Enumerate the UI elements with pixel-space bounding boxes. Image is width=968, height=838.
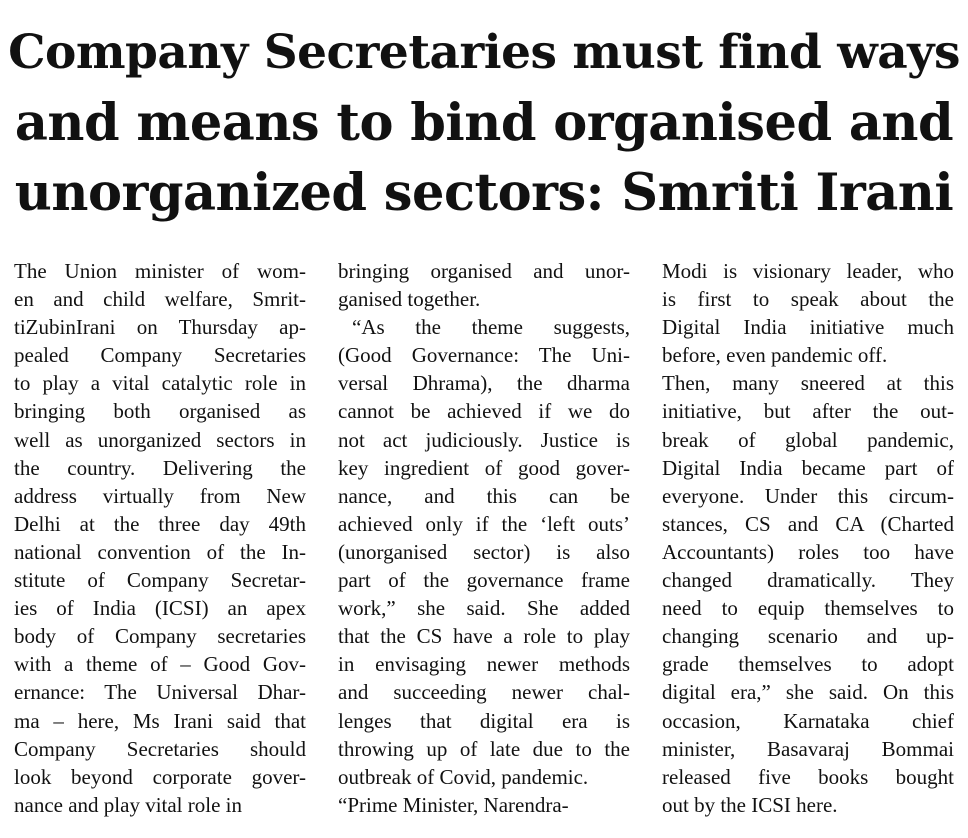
body-text-line: outbreak of Covid, pandemic. — [338, 764, 589, 789]
body-text-line: achieved only if the ‘left outs’ — [338, 511, 630, 536]
body-text-line: and succeeding newer chal- — [338, 680, 630, 705]
body-text-line: to play a vital catalytic role in — [14, 371, 306, 396]
body-text-line: work,” she said. She added — [338, 596, 630, 621]
body-text-line: ganised together. — [338, 287, 481, 312]
body-text-line: changing scenario and up- — [662, 624, 954, 649]
body-text-line: nance, and this can be — [338, 483, 630, 508]
body-text-line: cannot be achieved if we do — [338, 399, 630, 424]
headline-line: unorganized sectors: Smriti Irani — [14, 163, 954, 223]
body-text-line: address virtually from New — [14, 483, 306, 508]
body-text-line: ernance: The Universal Dhar- — [14, 680, 306, 705]
body-text-line: Digital India became part of — [662, 455, 954, 480]
body-text-line: in envisaging newer methods — [338, 652, 630, 677]
body-text-line: need to equip themselves to — [662, 596, 954, 621]
body-text-line: with a theme of – Good Gov- — [14, 652, 306, 677]
body-text-line: not act judiciously. Justice is — [338, 427, 630, 452]
body-column-1 — [14, 257, 306, 819]
body-text-line: part of the governance frame — [338, 568, 630, 593]
body-text-line: Delhi at the three day 49th — [14, 511, 306, 536]
body-text-line: break of global pandemic, — [662, 427, 954, 452]
body-text-line: body of Company secretaries — [14, 624, 306, 649]
body-text-line: Company Secretaries should — [14, 736, 306, 761]
body-text-line: everyone. Under this circum- — [662, 483, 954, 508]
body-text-line: The Union minister of wom- — [14, 259, 306, 283]
body-text-line: well as unorganized sectors in — [14, 427, 306, 452]
body-text-line: before, even pandemic off. — [662, 343, 888, 368]
body-text-line: stances, CS and CA (Charted — [662, 511, 954, 536]
body-text-line: Then, many sneered at this — [662, 371, 954, 396]
body-text-line: (unorganised sector) is also — [338, 539, 630, 564]
body-column-2 — [338, 257, 630, 819]
body-text-line: en and child welfare, Smrit- — [14, 287, 306, 312]
body-text-line: grade themselves to adopt — [662, 652, 954, 677]
body-text-line: national convention of the In- — [14, 539, 306, 564]
body-text-line: stitute of Company Secretar- — [14, 568, 306, 593]
body-text-line: lenges that digital era is — [338, 708, 630, 733]
body-text-line: pealed Company Secretaries — [14, 343, 306, 368]
body-text-line: the country. Delivering the — [14, 455, 306, 480]
body-text-line: occasion, Karnataka chief — [662, 708, 954, 733]
body-text-line: tiZubinIrani on Thursday ap- — [14, 315, 306, 340]
body-text-line: ies of India (ICSI) an apex — [14, 596, 306, 621]
body-text-line: out by the ICSI here. — [662, 792, 838, 817]
body-text-line: changed dramatically. They — [662, 568, 954, 593]
body-text-line: key ingredient of good gover- — [338, 455, 630, 480]
body-text-line: bringing organised and unor- — [338, 259, 630, 283]
body-text-line: minister, Basavaraj Bommai — [662, 736, 954, 761]
body-text-line: digital era,” she said. On this — [662, 680, 954, 705]
body-text-line: versal Dhrama), the dharma — [338, 371, 630, 396]
body-text-line: released five books bought — [662, 764, 954, 789]
headline-line: Company Secretaries must find ways — [8, 25, 960, 80]
body-text-line: ma – here, Ms Irani said that — [14, 708, 306, 733]
body-text-line: look beyond corporate gover- — [14, 764, 306, 789]
body-text-line: Modi is visionary leader, who — [662, 259, 954, 283]
body-text-line: throwing up of late due to the — [338, 736, 630, 761]
body-text-line: that the CS have a role to play — [338, 624, 630, 649]
body-text-line: Accountants) roles too have — [662, 539, 954, 564]
body-text-line: “Prime Minister, Narendra- — [338, 792, 569, 817]
article-body — [0, 257, 968, 827]
body-text-line: bringing both organised as — [14, 399, 306, 424]
body-text-line: “As the theme suggests, — [352, 315, 630, 340]
headline-line: and means to bind organised and — [14, 93, 954, 153]
article-headline — [8, 18, 960, 228]
body-text-line: (Good Governance: The Uni- — [338, 343, 630, 368]
body-text-line: initiative, but after the out- — [662, 399, 954, 424]
body-column-3 — [662, 257, 954, 819]
body-text-line: is first to speak about the — [662, 287, 954, 312]
body-text-line: Digital India initiative much — [662, 315, 954, 340]
body-text-line: nance and play vital role in — [14, 792, 242, 817]
